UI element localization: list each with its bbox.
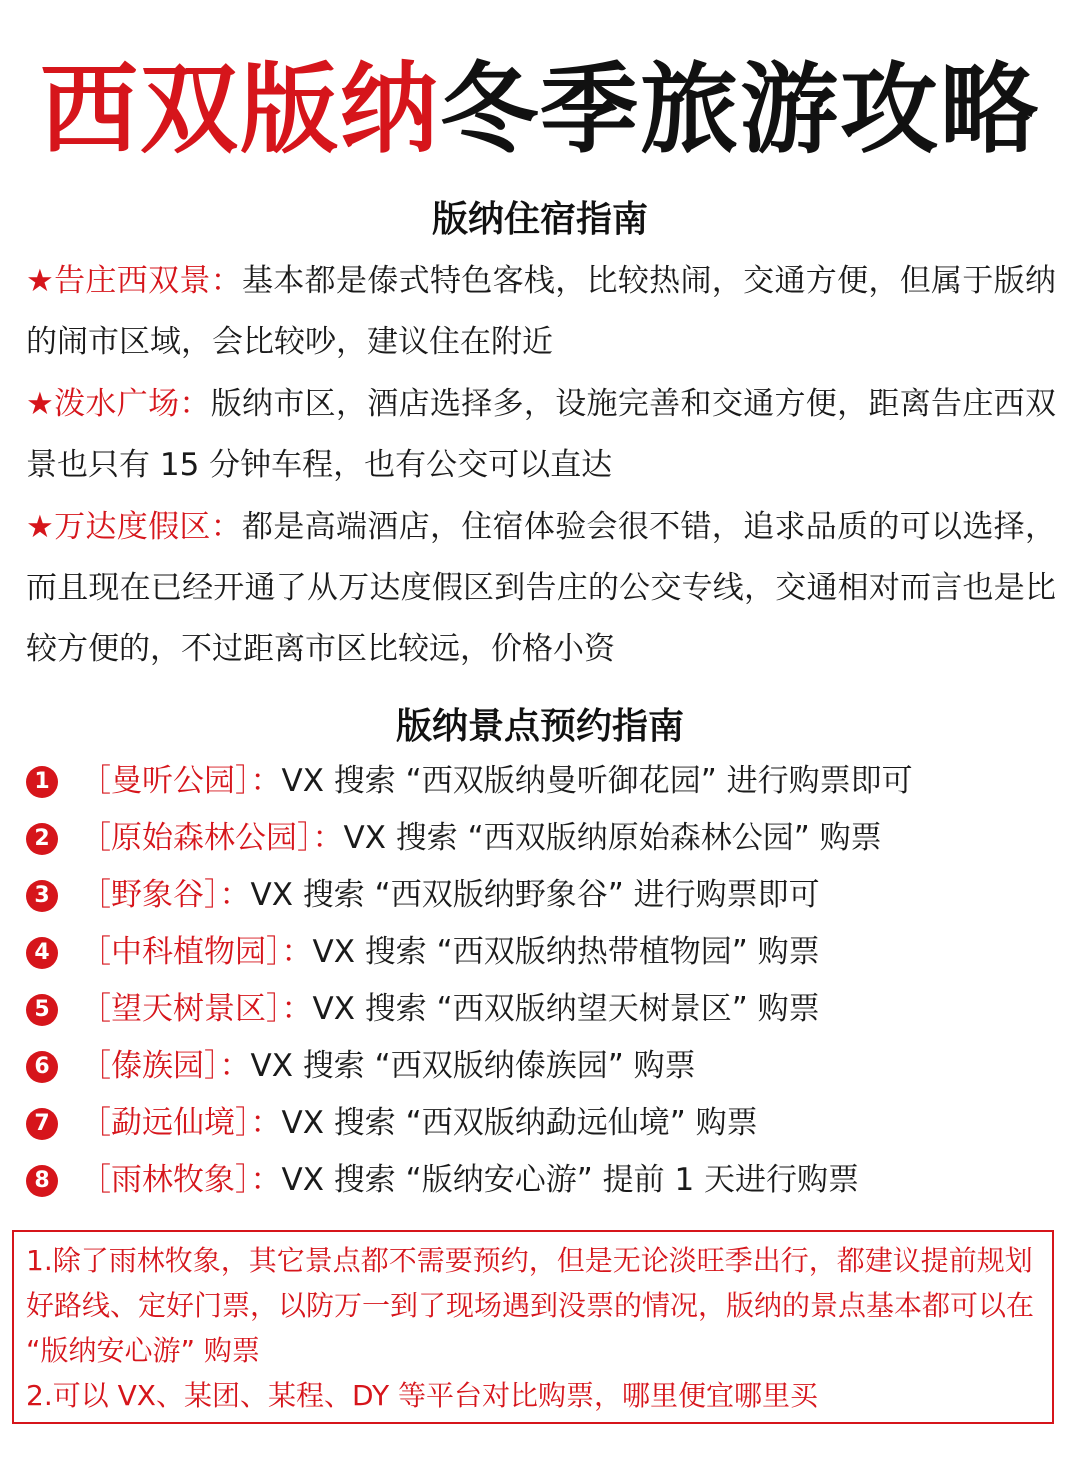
attraction-name: ［勐远仙境］： (80, 1105, 282, 1141)
attraction-name: ［傣族园］： (80, 1048, 251, 1084)
list-item (26, 810, 1066, 867)
attraction-desc: VX 搜索 “西双版纳原始森林公园” 购票 (343, 820, 882, 856)
list-item (26, 753, 1066, 810)
accommodation-item (26, 497, 1056, 680)
number-badge-icon: 8 (26, 1165, 58, 1197)
title-part-red: 西双版纳 (39, 53, 440, 167)
attraction-desc: VX 搜索 “版纳安心游” 提前 1 天进行购票 (281, 1162, 860, 1198)
note-line: 2.可以 VX、某团、某程、DY 等平台对比购票，哪里便宜哪里买 (26, 1379, 818, 1412)
number-badge-icon: 4 (26, 937, 58, 969)
attraction-name: ［中科植物园］： (80, 934, 313, 970)
number-badge-icon: 6 (26, 1051, 58, 1083)
title-part-black: 冬季旅游攻略 (440, 53, 1041, 167)
notes-box (12, 1230, 1054, 1424)
number-badge-icon: 2 (26, 823, 58, 855)
attraction-name: ［雨林牧象］： (80, 1162, 282, 1198)
accommodation-text: 版纳市区，酒店选择多，设施完善和交通方便，距离告庄西双景也只有 15 分钟车程，也有公交可以直达 (26, 386, 1057, 483)
attraction-desc: VX 搜索 “西双版纳傣族园” 购票 (250, 1048, 696, 1084)
list-item (26, 1038, 1066, 1095)
attraction-name: ［原始森林公园］： (80, 820, 344, 856)
note-line: 1.除了雨林牧象，其它景点都不需要预约，但是无论淡旺季出行，都建议提前规划好路线、定好门票，以防万一到了现场遇到没票的情况，版纳的景点基本都可以在 “版纳安心游” 购票 (26, 1244, 1035, 1367)
attraction-desc: VX 搜索 “西双版纳望天树景区” 购票 (312, 991, 820, 1027)
number-badge-icon: 5 (26, 994, 58, 1026)
list-item (26, 924, 1066, 981)
accommodation-item (26, 374, 1056, 496)
attractions-list (26, 753, 1066, 1209)
attraction-desc: VX 搜索 “西双版纳勐远仙境” 购票 (281, 1105, 758, 1141)
accommodation-label: ★告庄西双景： (26, 263, 243, 299)
list-item (26, 867, 1066, 924)
accommodation-label: ★泼水广场： (26, 386, 211, 422)
page-title (0, 50, 1080, 170)
list-item (26, 1095, 1066, 1152)
attraction-name: ［野象谷］： (80, 877, 251, 913)
attraction-desc: VX 搜索 “西双版纳热带植物园” 购票 (312, 934, 820, 970)
accommodation-label: ★万达度假区： (26, 509, 243, 545)
number-badge-icon: 1 (26, 766, 58, 798)
number-badge-icon: 7 (26, 1108, 58, 1140)
attraction-name: ［望天树景区］： (80, 991, 313, 1027)
accommodation-text: 都是高端酒店，住宿体验会很不错，追求品质的可以选择，而且现在已经开通了从万达度假区到告庄的公交专线，交通相对而言也是比较方便的，不过距离市区比较远，价格小资 (26, 509, 1056, 667)
accommodation-text: 基本都是傣式特色客栈，比较热闹，交通方便，但属于版纳的闹市区域，会比较吵，建议住在附近 (26, 263, 1056, 360)
number-badge-icon: 3 (26, 880, 58, 912)
attraction-desc: VX 搜索 “西双版纳曼听御花园” 进行购票即可 (281, 763, 913, 799)
attractions-heading: 版纳景点预约指南 (395, 706, 684, 747)
accommodation-heading: 版纳住宿指南 (431, 199, 648, 240)
attraction-desc: VX 搜索 “西双版纳野象谷” 进行购票即可 (250, 877, 820, 913)
accommodation-item (26, 251, 1056, 373)
attraction-name: ［曼听公园］： (80, 763, 282, 799)
list-item (26, 1152, 1066, 1209)
list-item (26, 981, 1066, 1038)
